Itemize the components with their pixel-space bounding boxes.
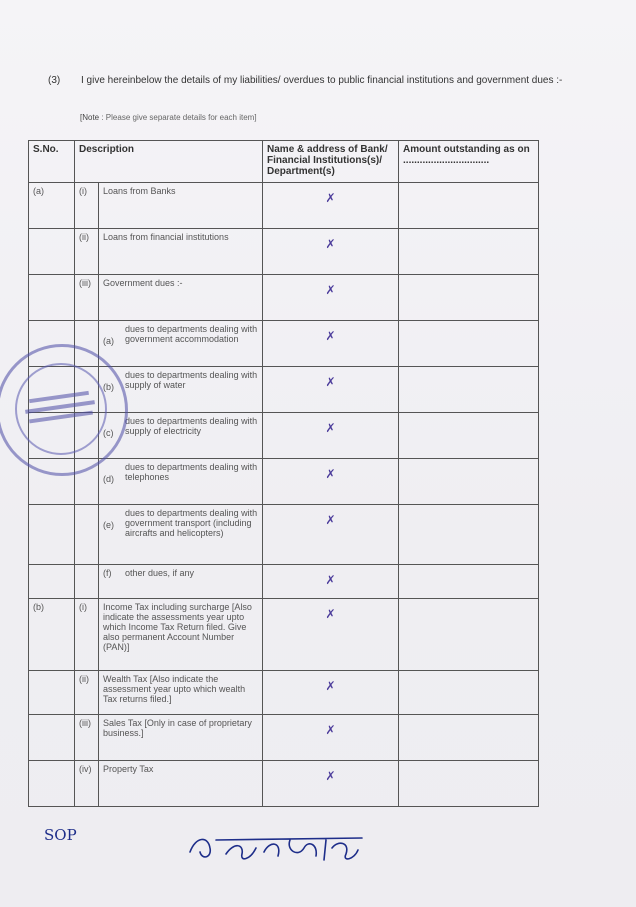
sub-text: other dues, if any (125, 568, 195, 578)
note-text: : Please give separate details for each item] (101, 113, 257, 122)
row-mark: ✗ (263, 367, 399, 413)
row-num: (iv) (75, 761, 99, 807)
sub-label: (a) (103, 336, 114, 346)
header-description: Description (75, 141, 263, 183)
row-amount (399, 715, 539, 761)
row-num: (i) (75, 183, 99, 229)
handwritten-signature (186, 826, 366, 866)
row-amount (399, 321, 539, 367)
row-amount (399, 183, 539, 229)
sub-label: (c) (103, 428, 114, 438)
row-amount (399, 413, 539, 459)
row-mark: ✗ (263, 599, 399, 671)
row-mark: ✗ (263, 321, 399, 367)
row-sno (29, 715, 75, 761)
section-number: (3) (48, 75, 61, 86)
row-amount (399, 671, 539, 715)
header-sno: S.No. (29, 141, 75, 183)
table-row (29, 183, 539, 229)
liabilities-table (28, 140, 539, 807)
row-mark: ✗ (263, 671, 399, 715)
intro-text: I give hereinbelow the details of my liabilities/ overdues to public financial institutions and government dues :- (81, 75, 563, 86)
sub-text: dues to departments dealing with supply of electricity (125, 416, 258, 436)
row-sno: (a) (29, 183, 75, 229)
sub-text: dues to departments dealing with telephones (125, 462, 258, 482)
table-row (29, 761, 539, 807)
row-sno (29, 505, 75, 565)
table-row (29, 671, 539, 715)
row-description: Wealth Tax [Also indicate the assessment year upto which wealth Tax returns filed.] (99, 671, 263, 715)
official-seal-stamp (0, 344, 128, 476)
table-row (29, 275, 539, 321)
signature-initials: SOP (44, 826, 77, 844)
row-mark: ✗ (263, 229, 399, 275)
sub-label: (d) (103, 474, 114, 484)
sub-label: (f) (103, 568, 112, 578)
sub-label: (b) (103, 382, 114, 392)
table-row (29, 565, 539, 599)
table-row (29, 715, 539, 761)
row-num: (iii) (75, 275, 99, 321)
row-sno (29, 275, 75, 321)
row-amount (399, 229, 539, 275)
header-amount: Amount outstanding as on ............................... (399, 141, 539, 183)
row-description: Government dues :- (99, 275, 263, 321)
row-sno (29, 671, 75, 715)
sub-label: (e) (103, 520, 114, 530)
table-row (29, 229, 539, 275)
header-name-address: Name & address of Bank/ Financial Institutions(s)/ Department(s) (263, 141, 399, 183)
row-amount (399, 459, 539, 505)
row-num (75, 505, 99, 565)
row-amount (399, 565, 539, 599)
row-mark: ✗ (263, 413, 399, 459)
row-num: (ii) (75, 671, 99, 715)
note-line (80, 113, 257, 122)
row-description (99, 321, 263, 367)
sub-text: dues to departments dealing with government transport (including aircrafts and helicopters) (125, 508, 258, 538)
row-description: Loans from financial institutions (99, 229, 263, 275)
row-amount (399, 367, 539, 413)
row-num: (iii) (75, 715, 99, 761)
row-amount (399, 275, 539, 321)
table-header-row (29, 141, 539, 183)
row-description: Sales Tax [Only in case of proprietary business.] (99, 715, 263, 761)
note-label: [Note (80, 113, 100, 122)
row-mark: ✗ (263, 565, 399, 599)
row-num (75, 565, 99, 599)
sub-text: dues to departments dealing with government accommodation (125, 324, 258, 344)
row-amount (399, 505, 539, 565)
row-sno (29, 229, 75, 275)
row-description: Loans from Banks (99, 183, 263, 229)
row-description (99, 505, 263, 565)
row-sno (29, 565, 75, 599)
row-mark: ✗ (263, 275, 399, 321)
table-row (29, 505, 539, 565)
row-description: Property Tax (99, 761, 263, 807)
row-description: Income Tax including surcharge [Also indicate the assessments year upto which Income Tax Return filed. Give also permanent Account Number (PAN)] (99, 599, 263, 671)
table-row (29, 599, 539, 671)
row-num: (ii) (75, 229, 99, 275)
row-mark: ✗ (263, 505, 399, 565)
table-row (29, 459, 539, 505)
row-mark: ✗ (263, 459, 399, 505)
row-mark: ✗ (263, 761, 399, 807)
row-mark: ✗ (263, 715, 399, 761)
row-sno (29, 761, 75, 807)
sub-text: dues to departments dealing with supply of water (125, 370, 258, 390)
row-description (99, 565, 263, 599)
row-num: (i) (75, 599, 99, 671)
row-mark: ✗ (263, 183, 399, 229)
row-amount (399, 599, 539, 671)
row-description (99, 459, 263, 505)
row-amount (399, 761, 539, 807)
row-sno: (b) (29, 599, 75, 671)
